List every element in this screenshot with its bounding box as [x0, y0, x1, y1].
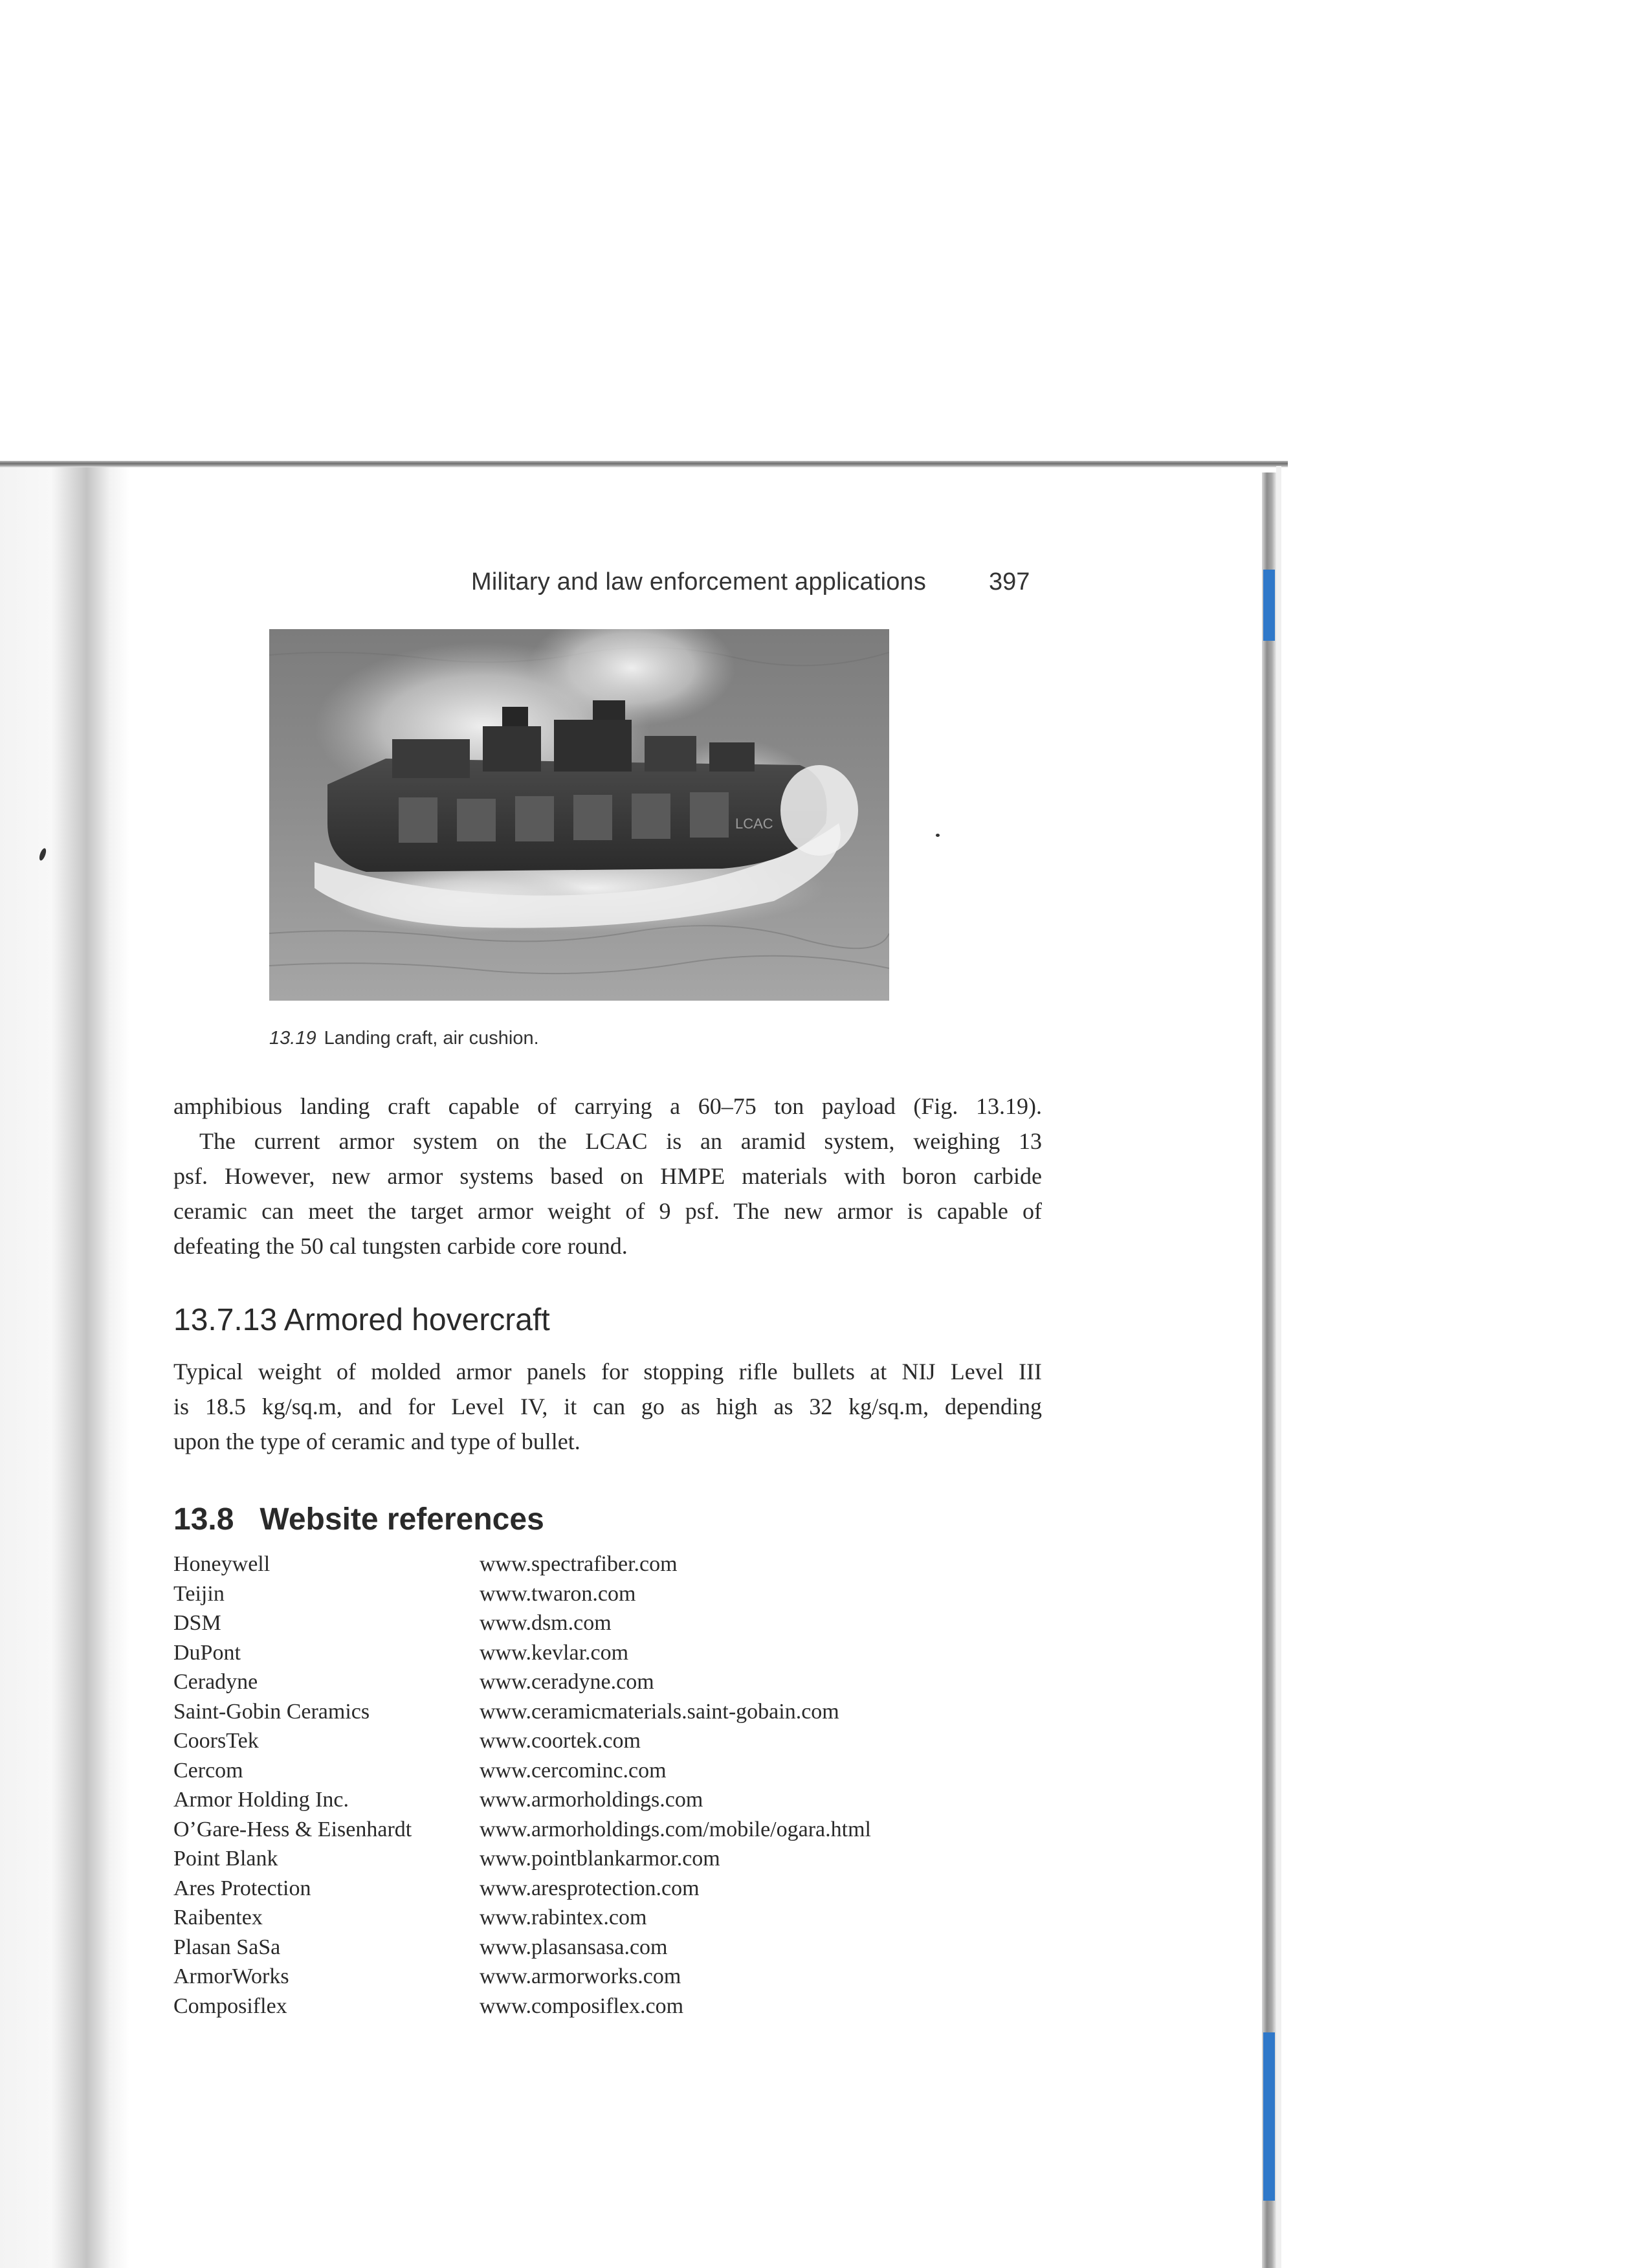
reference-company: Point Blank: [173, 1847, 278, 1871]
hull-marking: LCAC: [735, 816, 773, 832]
website-references-list: [173, 1552, 1015, 2023]
reference-url: www.rabintex.com: [480, 1906, 647, 1929]
blue-page-tab-top: [1263, 570, 1275, 641]
section-heading: [173, 1502, 544, 1537]
text-line: Typical weight of molded armor panels for stopping rifle bullets at NIJ Level III: [173, 1359, 1042, 1384]
reference-company: Raibentex: [173, 1906, 263, 1929]
text-line: upon the type of ceramic and type of bullet.: [173, 1429, 580, 1454]
reference-company: ArmorWorks: [173, 1964, 289, 1988]
reference-row: [173, 1818, 1015, 1847]
hovercraft-photo: [269, 629, 889, 1001]
reference-company: Plasan SaSa: [173, 1935, 281, 1959]
page-number: 397: [989, 568, 1030, 595]
reference-row: [173, 1552, 1015, 1582]
page-right-edge: [1262, 472, 1276, 2268]
book-gutter-shadow: [52, 466, 129, 2268]
reference-url: www.kevlar.com: [480, 1640, 629, 1665]
reference-url: www.aresprotection.com: [480, 1876, 700, 1900]
reference-company: Composiflex: [173, 1994, 287, 2018]
text-line: amphibious landing craft capable of carrying a 60–75 ton payload (Fig. 13.19).: [173, 1093, 1042, 1119]
figure-caption-text: Landing craft, air cushion.: [324, 1028, 539, 1049]
reference-company: CoorsTek: [173, 1729, 259, 1753]
reference-row: [173, 1700, 1015, 1729]
reference-url: www.composiflex.com: [480, 1994, 684, 2018]
reference-row: [173, 1611, 1015, 1641]
reference-row: [173, 1994, 1015, 2024]
text-line: is 18.5 kg/sq.m, and for Level IV, it can go as high as 32 kg/sq.m, depending: [173, 1394, 1042, 1419]
reference-url: www.spectrafiber.com: [480, 1552, 678, 1576]
paragraph-intro: [173, 1089, 1042, 1263]
reference-row: [173, 1670, 1015, 1700]
reference-company: Ceradyne: [173, 1670, 258, 1694]
reference-row: [173, 1641, 1015, 1671]
reference-row: [173, 1906, 1015, 1935]
reference-url: www.cercominc.com: [480, 1758, 667, 1783]
subsection-heading: 13.7.13 Armored hovercraft: [173, 1303, 550, 1337]
reference-row: [173, 1876, 1015, 1906]
reference-company: Honeywell: [173, 1552, 271, 1576]
reference-row: [173, 1935, 1015, 1965]
reference-row: [173, 1964, 1015, 1994]
reference-company: Cercom: [173, 1758, 243, 1783]
figure-caption: [269, 1028, 539, 1049]
reference-url: www.plasansasa.com: [480, 1935, 668, 1959]
reference-company: DSM: [173, 1611, 221, 1635]
text-line: ceramic can meet the target armor weight of 9 psf. The new armor is capable of: [173, 1198, 1042, 1224]
reference-url: www.armorholdings.com: [480, 1788, 703, 1812]
reference-url: www.armorworks.com: [480, 1964, 681, 1988]
text-line: defeating the 50 cal tungsten carbide core round.: [173, 1233, 628, 1259]
page-right-edge-outer: [1276, 466, 1281, 2268]
reference-url: www.ceramicmaterials.saint-gobain.com: [480, 1699, 839, 1724]
figure-number: 13.19: [269, 1028, 316, 1049]
running-head-title: Military and law enforcement applications: [471, 568, 927, 595]
page-top-edge: [0, 461, 1288, 467]
text-line: psf. However, new armor systems based on HMPE materials with boron carbide: [173, 1163, 1042, 1189]
reference-row: [173, 1847, 1015, 1876]
reference-url: www.twaron.com: [480, 1581, 636, 1606]
section-title: Website references: [260, 1502, 544, 1537]
reference-company: DuPont: [173, 1640, 241, 1665]
reference-url: www.ceradyne.com: [480, 1670, 654, 1694]
reference-company: Saint-Gobin Ceramics: [173, 1699, 370, 1724]
reference-url: www.armorholdings.com/mobile/ogara.html: [480, 1817, 871, 1841]
paragraph-hovercraft: [173, 1354, 1042, 1459]
reference-row: [173, 1729, 1015, 1759]
reference-company: Armor Holding Inc.: [173, 1788, 349, 1812]
section-number: 13.8: [173, 1502, 234, 1537]
reference-row: [173, 1788, 1015, 1818]
reference-company: Teijin: [173, 1581, 225, 1606]
scan-speck: [936, 834, 940, 837]
reference-row: [173, 1582, 1015, 1612]
blue-page-tab-bottom: [1263, 2032, 1275, 2201]
reference-company: Ares Protection: [173, 1876, 311, 1900]
reference-url: www.dsm.com: [480, 1611, 612, 1635]
reference-url: www.coortek.com: [480, 1729, 641, 1753]
reference-row: [173, 1759, 1015, 1788]
text-line: The current armor system on the LCAC is an aramid system, weighing 13: [199, 1128, 1042, 1154]
reference-company: O’Gare-Hess & Eisenhardt: [173, 1817, 412, 1841]
reference-url: www.pointblankarmor.com: [480, 1847, 720, 1871]
